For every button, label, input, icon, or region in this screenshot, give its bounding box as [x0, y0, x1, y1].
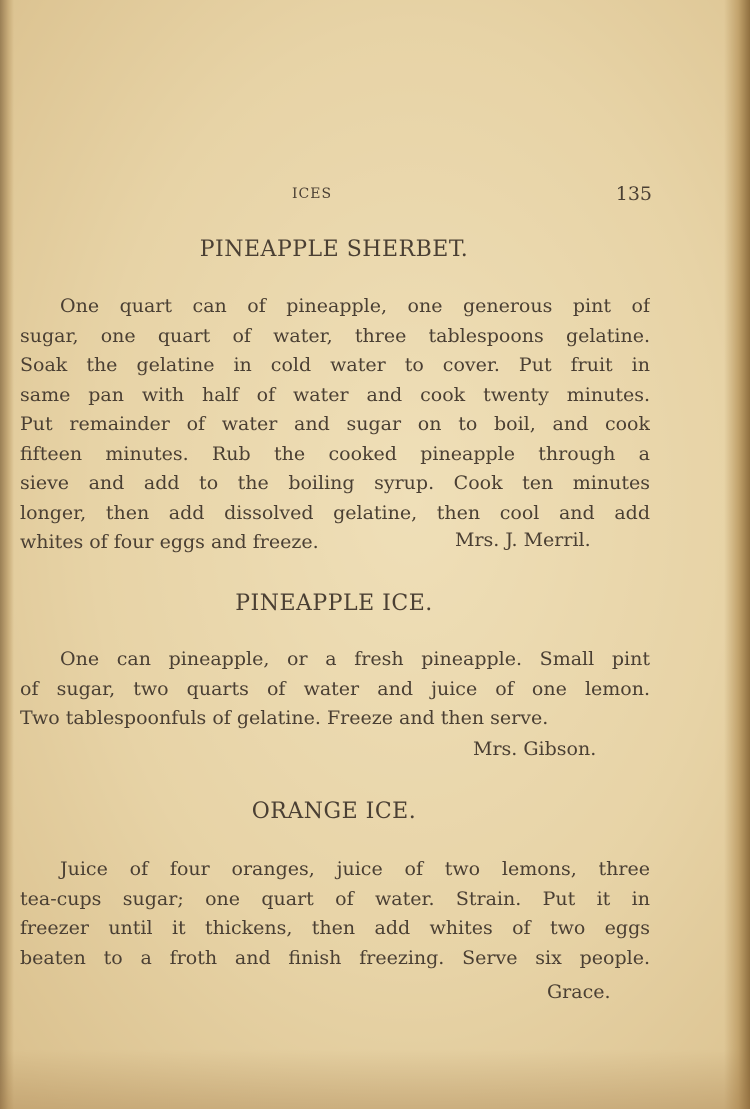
- recipe-line: Put remainder of water and sugar on to boil, and cook: [20, 413, 650, 435]
- signature-mrs-gibson: Mrs. Gibson.: [473, 738, 597, 760]
- running-title: ICES: [292, 186, 333, 202]
- signature-grace: Grace.: [547, 981, 611, 1003]
- recipe-line: Juice of four oranges, juice of two lemons, three: [60, 858, 650, 880]
- recipe-title-orange-ice: ORANGE ICE.: [251, 799, 417, 824]
- page-right-edge: [724, 0, 750, 1109]
- running-header: [0, 183, 750, 208]
- recipe-line: tea-cups sugar; one quart of water. Strain. Put it in: [20, 887, 650, 910]
- recipe-line: whites of four eggs and freeze.: [20, 531, 319, 553]
- recipe-line: fifteen minutes. Rub the cooked pineapple through a: [20, 442, 650, 465]
- recipe-line: sieve and add to the boiling syrup. Cook ten minutes: [20, 472, 650, 494]
- recipe-line: beaten to a froth and finish freezing. Serve six people.: [20, 946, 650, 969]
- recipe-line: One quart can of pineapple, one generous pint of: [60, 295, 650, 317]
- recipe-body-pineapple-ice: [20, 645, 650, 734]
- signature-mrs-j-merril: Mrs. J. Merril.: [455, 529, 591, 551]
- recipe-body-orange-ice: [20, 855, 650, 973]
- page-bottom-shadow: [0, 1049, 750, 1109]
- page-left-edge: [0, 0, 14, 1109]
- recipe-body-pineapple-sherbet: [20, 292, 650, 558]
- recipe-title-pineapple-sherbet: PINEAPPLE SHERBET.: [199, 237, 469, 262]
- recipe-line: Two tablespoonfuls of gelatine. Freeze and then serve.: [20, 707, 549, 729]
- recipe-line: One can pineapple, or a fresh pineapple. Small pint: [60, 648, 650, 670]
- recipe-title-pineapple-ice: PINEAPPLE ICE.: [235, 591, 433, 616]
- recipe-line: longer, then add dissolved gelatine, then cool and add: [20, 501, 650, 524]
- recipe-line: same pan with half of water and cook twenty minutes.: [20, 383, 650, 406]
- recipe-line: Soak the gelatine in cold water to cover. Put fruit in: [20, 354, 650, 376]
- page-number: 135: [615, 183, 652, 205]
- recipe-line: freezer until it thickens, then add whites of two eggs: [20, 917, 650, 939]
- recipe-line: sugar, one quart of water, three tablespoons gelatine.: [20, 324, 650, 347]
- recipe-line: of sugar, two quarts of water and juice of one lemon.: [20, 677, 650, 700]
